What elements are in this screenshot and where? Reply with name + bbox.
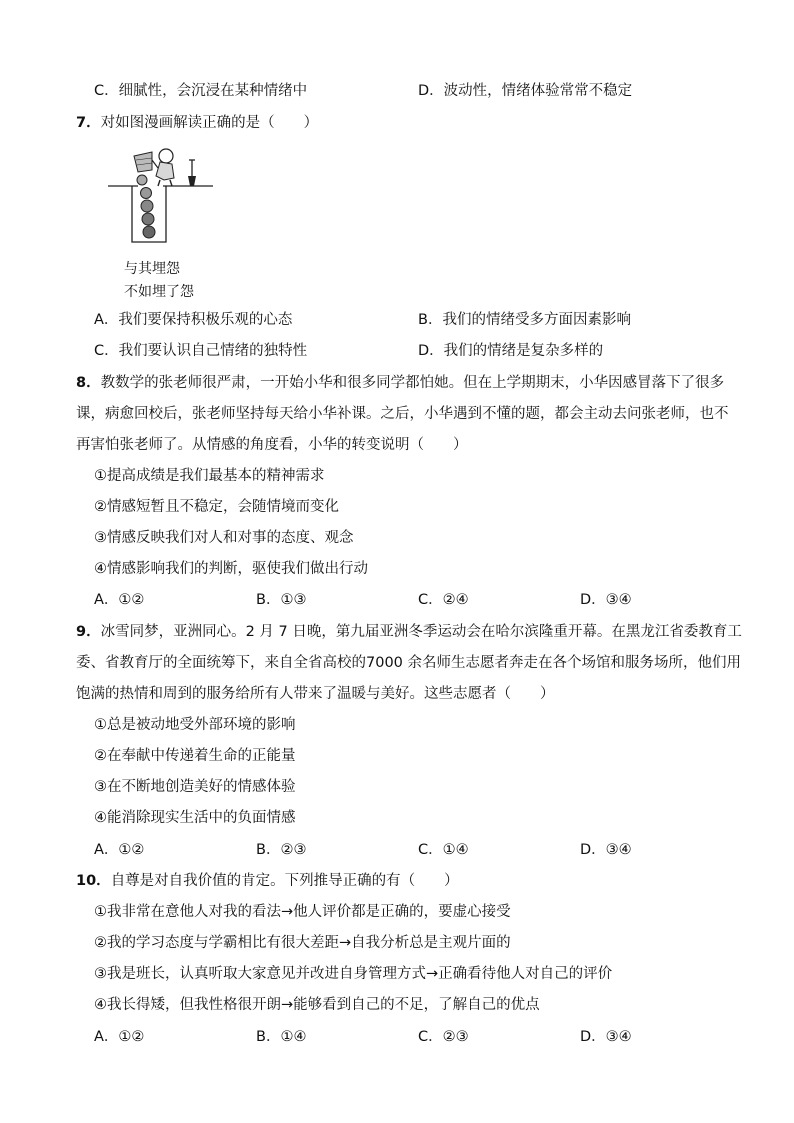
q9-option-b: B．②③ [256, 842, 307, 858]
q8-statement-1: ①提高成绩是我们最基本的精神需求 [94, 468, 325, 484]
q9-number: 9． [76, 624, 101, 640]
q10-number: 10． [76, 873, 111, 889]
q8-stem-line-2: 课，病愈回校后，张老师坚持每天给小华补课。之后，小华遇到不懂的题，都会主动去问张老师，也不 [76, 406, 729, 422]
q9-stem-line-3: 饱满的热情和周到的服务给所有人带来了温暖与美好。这些志愿者（ ） [76, 686, 555, 702]
q7-number: 7． [76, 115, 101, 131]
cartoon-caption-1: 与其埋怨 [124, 261, 180, 277]
q8-stem-line-1 [76, 373, 724, 393]
q9-statement-4: ④能消除现实生活中的负面情感 [94, 810, 296, 826]
q9-option-d: D．③④ [580, 842, 632, 858]
q8-option-b: B．①③ [256, 592, 307, 608]
q10-stem-line [76, 871, 459, 891]
q7-stem: 对如图漫画解读正确的是（ ） [100, 115, 319, 131]
q10-stem: 自尊是对自我价值的肯定。下列推导正确的有（ ） [110, 873, 459, 889]
q8-option-a: A．①② [94, 592, 145, 608]
cartoon-caption-2: 不如埋了怨 [124, 284, 194, 300]
q9-statement-2: ②在奉献中传递着生命的正能量 [94, 748, 296, 764]
q9-stem-line-2: 委、省教育厅的全面统筹下，来自全省高校的7000 余名师生志愿者奔走在各个场馆和服务场所，他们用 [76, 655, 742, 671]
q8-stem-1: 教数学的张老师很严肃，一开始小华和很多同学都怕她。但在上学期期末，小华因感冒落下了很多 [100, 375, 725, 391]
q8-stem-line-3: 再害怕张老师了。从情感的角度看，小华的转变说明（ ） [76, 437, 468, 453]
q8-statement-3: ③情感反映我们对人和对事的态度、观念 [94, 530, 354, 546]
q8-number: 8． [76, 375, 101, 391]
q8-statement-4: ④情感影响我们的判断，驱使我们做出行动 [94, 561, 368, 577]
q9-option-a: A．①② [94, 842, 145, 858]
q8-option-d: D．③④ [580, 592, 632, 608]
q7-option-a: A．我们要保持积极乐观的心态 [94, 312, 293, 328]
q9-option-c: C．①④ [418, 842, 469, 858]
q10-option-c: C．②③ [418, 1029, 469, 1045]
q10-statement-3: ③我是班长，认真听取大家意见并改进自身管理方式→正确看待他人对自己的评价 [94, 966, 613, 982]
q10-option-d: D．③④ [580, 1029, 632, 1045]
q9-statement-1: ①总是被动地受外部环境的影响 [94, 717, 296, 733]
q7-option-c: C．我们要认识自己情绪的独特性 [94, 343, 308, 359]
q9-statement-3: ③在不断地创造美好的情感体验 [94, 779, 296, 795]
q7-option-d: D．我们的情绪是复杂多样的 [418, 343, 604, 359]
q10-statement-2: ②我的学习态度与学霸相比有很大差距→自我分析总是主观片面的 [94, 935, 511, 951]
q10-option-b: B．①④ [256, 1029, 307, 1045]
q6-option-c: C．细腻性，会沉浸在某种情绪中 [94, 83, 308, 99]
q7-stem-line [76, 113, 318, 133]
q10-option-a: A．①② [94, 1029, 145, 1045]
q10-statement-4: ④我长得矮，但我性格很开朗→能够看到自己的不足，了解自己的优点 [94, 997, 540, 1013]
q9-stem-1: 冰雪同梦，亚洲同心。2 月 7 日晚，第九届亚洲冬季运动会在哈尔滨隆重开幕。在黑龙江省委教育工 [100, 624, 742, 640]
q7-option-b: B．我们的情绪受多方面因素影响 [418, 312, 631, 328]
q8-statement-2: ②情感短暂且不稳定，会随情境而变化 [94, 499, 339, 515]
q8-option-c: C．②④ [418, 592, 469, 608]
q9-stem-line-1 [76, 622, 742, 642]
q10-statement-1: ①我非常在意他人对我的看法→他人评价都是正确的，要虚心接受 [94, 904, 511, 920]
q6-option-d: D．波动性，情绪体验常常不稳定 [418, 83, 633, 99]
